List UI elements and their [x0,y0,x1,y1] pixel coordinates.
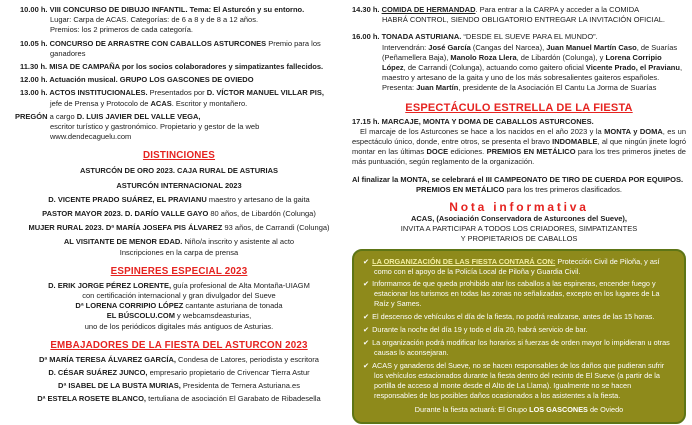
text-line [352,83,686,93]
text-line [20,62,338,72]
text-segment: 14.30 h. [352,5,382,14]
check-icon: ✔ [363,256,370,266]
text-segment: AL VISITANTE DE MENOR EDAD. [63,237,185,247]
text-segment: jefe de Prensa y Protocolo de [50,98,151,108]
text-segment: LA ORGANIZACIÓN DE LAS FIESTA CONTARÁ CON: [372,256,556,266]
check-icon: ✔ [363,279,370,289]
text-segment: , de Carrandi (Colunga), actuando como gaitero oficial [403,63,586,73]
text-line [363,405,675,415]
text-line [20,122,338,142]
text-line [352,234,686,244]
text-segment: VIII CONCURSO DE DIBUJO INFANTIL. Tema: El Asturcón y su entorno. [49,5,305,14]
text-segment: Inscripciones en la carpa de prensa [119,247,239,257]
text-segment: COMIDA DE HERMANDAD [381,5,476,14]
text-segment: Lugar: Carpa de ACAS. Categorías: de 6 a 8 y de 8 a 12 años. [50,15,259,25]
text-segment: para los tres primeros clasificados. [506,184,622,194]
text-line [20,15,338,25]
espineres-heading [20,266,338,278]
text-segment: ACAS [150,98,172,108]
text-segment: Premio para los ganadores [50,38,321,58]
text-segment: Condesa de Latores, periodista y escritora [178,354,319,364]
text-segment: 11.30 h. [20,62,50,72]
text-line [20,5,338,15]
text-segment: INVITA A PARTICIPAR A TODOS LOS CRIADORES, SIMPATIZANTES [400,224,638,234]
text-line [352,224,686,234]
text-segment: , de Suarías (Peñamellera Baja), [382,42,678,62]
text-segment: de Oviedo [587,405,624,415]
text-segment: Protección Civil de Piloña, y así como con el apoyo de la Policía Local de Piloña y Guardia Civil. [374,256,660,276]
text-line [352,5,686,15]
embajadores-heading [20,340,338,352]
check-icon: ✔ [363,360,370,370]
text-segment: ESPINERES ESPECIAL 2023 [110,265,248,277]
text-segment: D. ERIK JORGE PÉREZ LORENTE, [48,280,174,290]
text-line [20,381,338,391]
text-segment: ASTURCÓN INTERNACIONAL 2023 [116,180,242,190]
text-segment: , al que ningún jinete logró montar en las últimas [352,137,687,157]
text-segment: D. LUIS JAVIER DEL VALLE VEGA, [76,111,201,121]
text-segment: MISA DE CAMPAÑA por los socios colaboradores y simpatizantes fallecidos. [49,62,324,72]
text-segment: Durante la noche del día 19 y todo el día 20, habrá servicio de bar. [372,325,588,335]
text-segment: 12.00 h. [20,75,50,85]
text-line [20,166,338,176]
text-segment: Manolo Roza Llera [450,52,517,62]
text-segment: “DESDE EL SUEVE PARA EL MUNDO”. [463,32,598,42]
text-segment: 13.00 h. [20,88,50,98]
text-segment: Al finalizar la MONTA, se celebrará el III CAMPEONATO DE TIRO DE CUERDA POR EQUIPOS. [352,174,684,184]
text-line [352,117,686,127]
text-segment: 10.05 h. [20,38,50,48]
text-segment: PREMIOS EN METÁLICO [486,147,576,157]
text-segment: 16.00 h. [352,32,382,42]
check-icon: ✔ [363,325,370,335]
text-segment: LOS GASCONES [529,405,588,415]
text-segment: EL BÚSCOLU.COM [106,311,178,321]
text-line [20,394,338,404]
text-segment: uno de los periódicos digitales más antiguos de Asturias. [84,321,274,331]
text-segment: Juan Martín [416,83,459,93]
text-segment: Niño/a inscrito y asistente al acto [184,237,295,247]
text-line [20,281,338,291]
text-segment: guía profesional de Alta Montaña-UIAGM [173,280,310,290]
nota-informativa-title [352,201,686,214]
text-line [20,355,338,365]
text-line [20,209,338,219]
text-line [352,214,686,224]
text-line [363,279,675,309]
text-segment: PASTOR MAYOR 2023. D. DARÍO VALLE GAYO [42,209,211,219]
text-line [20,88,338,98]
text-segment: MUJER RURAL 2023. Dª MARÍA JOSEFA PIS ÁLVAREZ [28,223,225,233]
text-line [20,195,338,205]
text-segment: maestro y artesano de la gaita [208,194,310,204]
text-line [20,368,338,378]
text-line [15,112,338,122]
text-segment: 93 años, de Carrandi (Colunga) [224,223,330,233]
text-line [20,75,338,85]
text-segment: y webcamsdeasturias, [177,311,252,321]
text-segment: Vicente Prado, el Pravianu [585,63,680,73]
text-segment: La organización podrá modificar los horarios si fuerzas de orden mayor lo impidieran u otras causas lo aconsejaran. [372,338,670,357]
right-column-text [352,5,686,245]
text-segment: para los tres primeros jinetes de más puntuación, según reglamento de la organización. [352,147,686,167]
text-line [363,361,675,401]
text-line [20,99,338,109]
text-line [20,181,338,191]
text-segment: Lorena Corripio López [382,52,662,73]
text-segment: escritor turístico y gastronómico. Propietario y gestor de la web www.dendecaguelu.com [50,122,260,142]
text-segment: (Cangas del Narcea), [470,42,547,52]
right-column [346,0,692,425]
check-icon: ✔ [363,312,370,322]
text-line [20,322,338,332]
text-segment: PREGÓN [15,111,50,121]
text-line [20,223,338,233]
text-segment: HABRÁ CONTROL, SIENDO OBLIGATORIO ENTREGAR LA INVITACIÓN OFICIAL. [382,15,665,25]
text-segment: empresario propietario de Crivencar Tierra Astur [149,368,310,378]
text-segment: Nota informativa [449,200,589,215]
text-segment: Premios: los 2 primeros de cada categoría. [50,25,193,35]
text-segment: 17.15 h. [352,116,382,126]
text-line [352,127,686,168]
text-segment: El marcaje de los Asturcones se hace a los nacidos en el año 2023 y la [360,126,605,136]
text-segment: Presentados por [149,88,207,98]
text-line [352,32,686,42]
text-segment: ESPECTÁCULO ESTRELLA DE LA FIESTA [405,101,633,114]
text-segment: , es un espectáculo único, donde, entre otros, se presenta el bravo [352,126,686,147]
text-segment: EMBAJADORES DE LA FIESTA DEL ASTURCON 2023 [50,339,308,351]
text-line [363,338,675,358]
text-line [20,237,338,247]
text-segment: ediciones. [448,147,487,157]
text-line [352,175,686,185]
text-segment: Dª MARÍA TERESA ÁLVAREZ GARCÍA, [39,354,179,364]
text-segment: Presidenta de Ternera Asturiana.es [182,381,300,391]
info-box [352,249,686,425]
text-segment: Intervendrán: [382,42,429,52]
text-segment: , presidente de la Asociación El Cantu La Jorma de Suarías [458,83,657,93]
text-line [352,15,686,25]
text-segment: . Para entrar a la CARPA y acceder a la COMIDA [475,5,640,14]
text-line [352,43,686,84]
text-segment: Dª ISABEL DE LA BUSTA MURIAS, [58,381,183,391]
text-segment: D. VÍCTOR MANUEL VILLAR PIS, [206,88,324,98]
text-segment: con certificación internacional y gran divulgador del Sueve [82,291,276,301]
text-segment: , maestro y artesano de la gaita y uno de los más sobresalientes gaiteros españoles. [382,63,683,83]
text-segment: DOCE [426,147,449,157]
text-segment: José García [428,42,471,52]
text-segment: DISTINCIONES [142,150,216,162]
text-line [352,185,686,195]
text-segment: cantante asturiana de tonada [185,301,283,311]
text-segment: Presenta: [382,83,417,93]
text-segment: D. VICENTE PRADO SUÁREZ, EL PRAVIANU [48,194,209,204]
espectaculo-heading [352,102,686,114]
text-segment: 10.00 h. [20,5,50,14]
text-segment: MARCAJE, MONTA Y DOMA DE CABALLOS ASTURCONES. [381,116,594,126]
text-segment: , de Libardón (Colunga), y [516,52,606,62]
text-segment: INDOMABLE [552,137,598,147]
text-segment: PREMIOS EN METÁLICO [416,184,507,194]
text-segment: a cargo [49,111,77,121]
text-line [20,301,338,311]
distinciones-heading [20,150,338,162]
text-segment: Actuación musical. GRUPO LOS GASCONES DE OVIEDO [49,75,254,85]
text-line [20,25,338,35]
text-segment: Juan Manuel Martín Caso [546,42,637,52]
text-segment: CONCURSO DE ARRASTRE CON CABALLOS ASTURCONES [49,38,269,48]
text-segment: TONADA ASTURIANA. [381,32,464,42]
text-line [20,248,338,258]
text-segment: Y PROPIETARIOS DE CABALLOS [460,234,578,244]
text-segment: ACAS y ganaderos del Sueve, no se hacen responsables de los daños que pudieran sufrir los vehículos estacionados durante la fiesta dentro del recinto de El Sueve (a partir de la portilla de acceso al monte desde el Alto de La Llama). Igualmente no se hacen responsables de los posibles daños ocasionados a los asistentes a la fiesta. [372,360,665,400]
text-line [363,325,675,335]
text-line [20,39,338,59]
text-segment: Dª LORENA CORRIPIO LÓPEZ [75,301,186,311]
text-segment: 80 años, de Libardón (Colunga) [210,209,316,219]
text-segment: ASTURCÓN DE ORO 2023. CAJA RURAL DE ASTURIAS [79,166,279,176]
text-segment: El descenso de vehículos el día de la fiesta, no podrá realizarse, antes de las 15 horas. [372,312,655,322]
text-line [20,311,338,321]
text-segment: . Escritor y montañero. [171,98,248,108]
text-segment: Durante la fiesta actuará: El Grupo [414,405,530,415]
text-segment: ACAS, (Asociación Conservadora de Asturcones del Sueve), [410,214,628,224]
text-segment: D. CÉSAR SUÁREZ JUNCO, [48,368,150,378]
text-line [20,291,338,301]
text-segment: Dª ESTELA ROSETE BLANCO, [37,394,149,404]
text-line [363,257,675,277]
text-line [363,312,675,322]
text-segment: MONTA y DOMA [604,126,663,136]
check-icon: ✔ [363,338,370,347]
text-segment: ACTOS INSTITUCIONALES. [49,88,150,98]
text-segment: Informamos de que queda prohibido atar los caballos a las espineras, encender fuego y estacionar los turismos en todas las zonas no señalizadas, excepto en los lugares de La Raíz y Sames. [372,279,660,309]
text-segment: tertuliana de asociación El Garabato de Ribadesella [148,394,321,404]
